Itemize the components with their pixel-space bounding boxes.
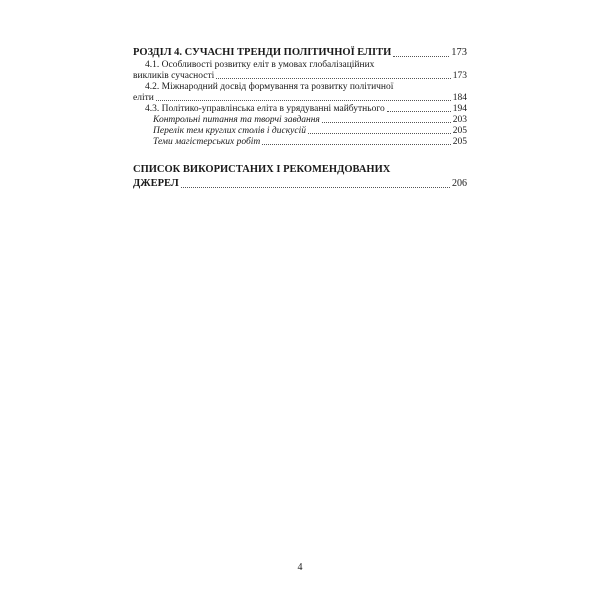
toc-item-4-1: [133, 60, 467, 82]
dot-leader: [393, 55, 449, 57]
toc-item-4-2-page: 184: [452, 93, 467, 103]
toc-round-tables: [133, 126, 467, 137]
toc-control-questions-page: 203: [452, 115, 467, 125]
dot-leader: [322, 121, 451, 123]
toc-item-4-2-line2-row: [133, 93, 467, 104]
table-of-contents: [133, 45, 467, 191]
dot-leader: [262, 143, 450, 145]
toc-item-4-3-page: 194: [452, 104, 467, 114]
toc-item-4-1-line2-row: [133, 71, 467, 82]
toc-item-4-2-line1: 4.2. Міжнародний досвід формування та розвитку політичної: [145, 82, 394, 92]
toc-chapter-4: [133, 45, 467, 60]
toc-item-4-1-page: 173: [452, 71, 467, 81]
toc-item-4-1-line1: 4.1. Особливості розвитку еліт в умовах глобалізаційних: [145, 60, 375, 70]
toc-control-questions: [133, 115, 467, 126]
toc-item-4-1-line2: викликів сучасності: [133, 71, 215, 81]
dot-leader: [216, 77, 450, 79]
dot-leader: [156, 99, 451, 101]
toc-references-page: 206: [452, 178, 467, 189]
dot-leader: [308, 132, 451, 134]
toc-item-4-3: [133, 104, 467, 115]
dot-leader: [387, 110, 451, 112]
toc-master-theses-page: 205: [452, 137, 467, 147]
page-number: 4: [297, 562, 303, 573]
toc-master-theses: [133, 137, 467, 148]
dot-leader: [181, 186, 450, 188]
toc-references: [133, 163, 467, 191]
toc-round-tables-page: 205: [452, 126, 467, 136]
toc-references-line1: СПИСОК ВИКОРИСТАНИХ І РЕКОМЕНДОВАНИХ: [133, 164, 391, 175]
toc-item-4-2-line2: еліти: [133, 93, 154, 103]
toc-chapter-4-title: РОЗДІЛ 4. СУЧАСНІ ТРЕНДИ ПОЛІТИЧНОЇ ЕЛІТИ: [133, 47, 392, 58]
toc-item-4-2: [133, 82, 467, 104]
toc-round-tables-title: Перелік тем круглих столів і дискусій: [153, 126, 306, 136]
toc-references-line2: ДЖЕРЕЛ: [133, 178, 179, 189]
toc-item-4-3-title: 4.3. Політико-управлінська еліта в урядуванні майбутнього: [145, 104, 385, 114]
toc-master-theses-title: Теми магістерських робіт: [153, 137, 261, 147]
toc-control-questions-title: Контрольні питання та творчі завдання: [153, 115, 320, 125]
toc-chapter-4-page: 173: [451, 47, 467, 58]
toc-references-line2-row: [133, 177, 467, 191]
